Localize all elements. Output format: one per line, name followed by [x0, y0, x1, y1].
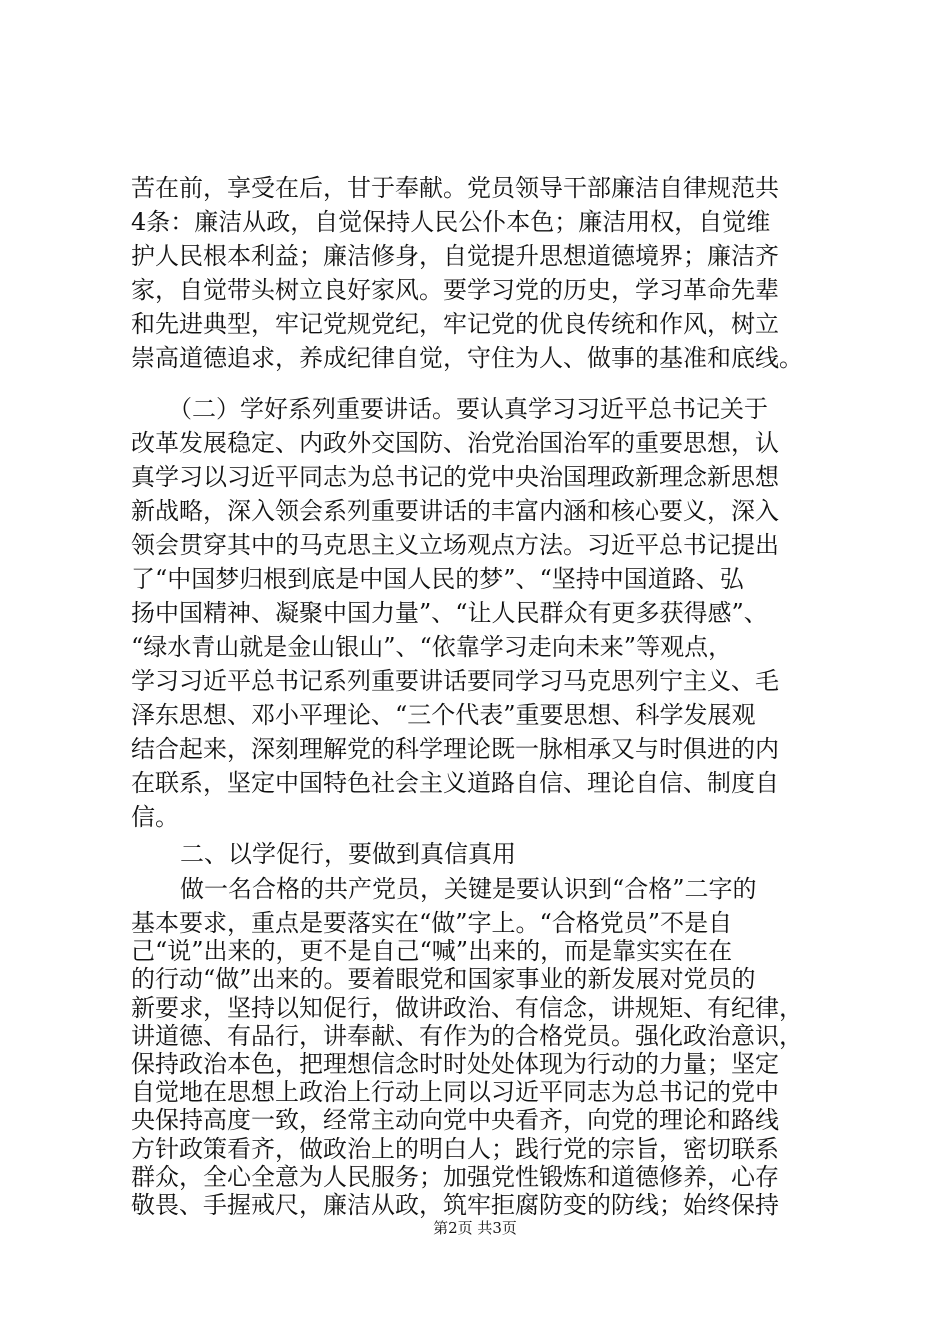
line-text: 护人民根本利益；廉洁修身，自觉提升思想道德境界；廉洁齐 — [131, 242, 779, 270]
line-text: 信。 — [131, 803, 179, 831]
line-text: 改革发展稳定、内政外交国防、治党治国治军的重要思想，认 — [131, 429, 779, 457]
line-text: 央保持高度一致，经常主动向党中央看齐，向党的理论和路线 — [131, 1106, 779, 1134]
line-text: 了“中国梦归根到底是中国人民的梦”、“坚持中国道路、弘 — [131, 565, 744, 593]
heading-text: 二、以学促行，要做到真信真用 — [180, 840, 516, 868]
text-line — [0, 240, 950, 272]
text-line — [0, 597, 950, 629]
line-text: 的行动“做”出来的。要着眼党和国家事业的新发展对党员的 — [131, 965, 756, 993]
text-line — [0, 1189, 950, 1221]
line-text: 结合起来，深刻理解党的科学理论既一脉相承又与时俱进的内 — [131, 735, 779, 763]
line-text: 和先进典型，牢记党规党纪，牢记党的优良传统和作风，树立 — [131, 310, 779, 338]
text-line — [0, 963, 950, 995]
line-text: 泽东思想、邓小平理论、“三个代表”重要思想、科学发展观 — [131, 701, 756, 729]
text-line — [0, 563, 950, 595]
line-text: 基本要求，重点是要落实在“做”字上。“合格党员”不是自 — [131, 909, 733, 937]
text-line — [0, 767, 950, 799]
text-line — [0, 172, 950, 204]
line-text: 方针政策看齐，做政治上的明白人；践行党的宗旨，密切联系 — [131, 1135, 779, 1163]
text-line — [0, 206, 950, 238]
text-line — [0, 274, 950, 306]
text-line — [0, 631, 950, 663]
line-text: 做一名合格的共产党员，关键是要认识到“合格”二字的 — [180, 875, 757, 903]
line-text: “绿水青山就是金山银山”、“依靠学习走向未来”等观点， — [131, 633, 733, 661]
line-text: （二）学好系列重要讲话。要认真学习习近平总书记关于 — [168, 395, 768, 423]
line-text: 家，自觉带头树立良好家风。要学习党的历史，学习革命先辈 — [131, 276, 779, 304]
text-line — [0, 699, 950, 731]
line-text: 真学习以习近平同志为总书记的党中央治国理政新理念新思想 — [131, 463, 779, 491]
text-line — [0, 427, 950, 459]
text-line — [0, 495, 950, 527]
line-text: 讲道德、有品行，讲奉献、有作为的合格党员。强化政治意识， — [131, 1022, 803, 1050]
text-line — [0, 342, 950, 374]
line-text: 学习习近平总书记系列重要讲话要同学习马克思列宁主义、毛 — [131, 667, 779, 695]
line-text: 扬中国精神、凝聚中国力量”、“让人民群众有更多获得感”、 — [131, 599, 768, 627]
page-footer: 第2页 共3页 — [433, 1219, 517, 1237]
line-text: 己“说”出来的，更不是自己“喊”出来的，而是靠实实在在 — [131, 937, 733, 965]
line-text: 敬畏、手握戒尺，廉洁从政，筑牢拒腐防变的防线；始终保持 — [131, 1191, 779, 1219]
line-text: 自觉地在思想上政治上行动上同以习近平同志为总书记的党中 — [131, 1078, 779, 1106]
text-line — [0, 1104, 950, 1136]
line-text: 保持政治本色，把理想信念时时处处体现为行动的力量；坚定 — [131, 1050, 779, 1078]
text-line — [0, 529, 950, 561]
text-line — [0, 665, 950, 697]
text-line — [0, 873, 950, 905]
line-text: 群众，全心全意为人民服务；加强党性锻炼和道德修养，心存 — [131, 1163, 779, 1191]
section-heading — [0, 838, 950, 870]
line-text: 领会贯穿其中的马克思主义立场观点方法。习近平总书记提出 — [131, 531, 779, 559]
text-line — [0, 733, 950, 765]
line-text: 新战略，深入领会系列重要讲话的丰富内涵和核心要义，深入 — [131, 497, 779, 525]
line-text: 苦在前，享受在后，甘于奉献。党员领导干部廉洁自律规范共 — [131, 174, 779, 202]
text-line — [0, 461, 950, 493]
text-line — [0, 393, 950, 425]
text-line — [0, 801, 950, 833]
line-text: 在联系，坚定中国特色社会主义道路自信、理论自信、制度自 — [131, 769, 779, 797]
text-line — [0, 308, 950, 340]
line-text: 4条：廉洁从政，自觉保持人民公仆本色；廉洁用权，自觉维 — [131, 208, 771, 236]
line-text: 崇高道德追求，养成纪律自觉，守住为人、做事的基准和底线。 — [131, 344, 803, 372]
line-text: 新要求，坚持以知促行，做讲政治、有信念，讲规矩、有纪律， — [131, 994, 803, 1022]
